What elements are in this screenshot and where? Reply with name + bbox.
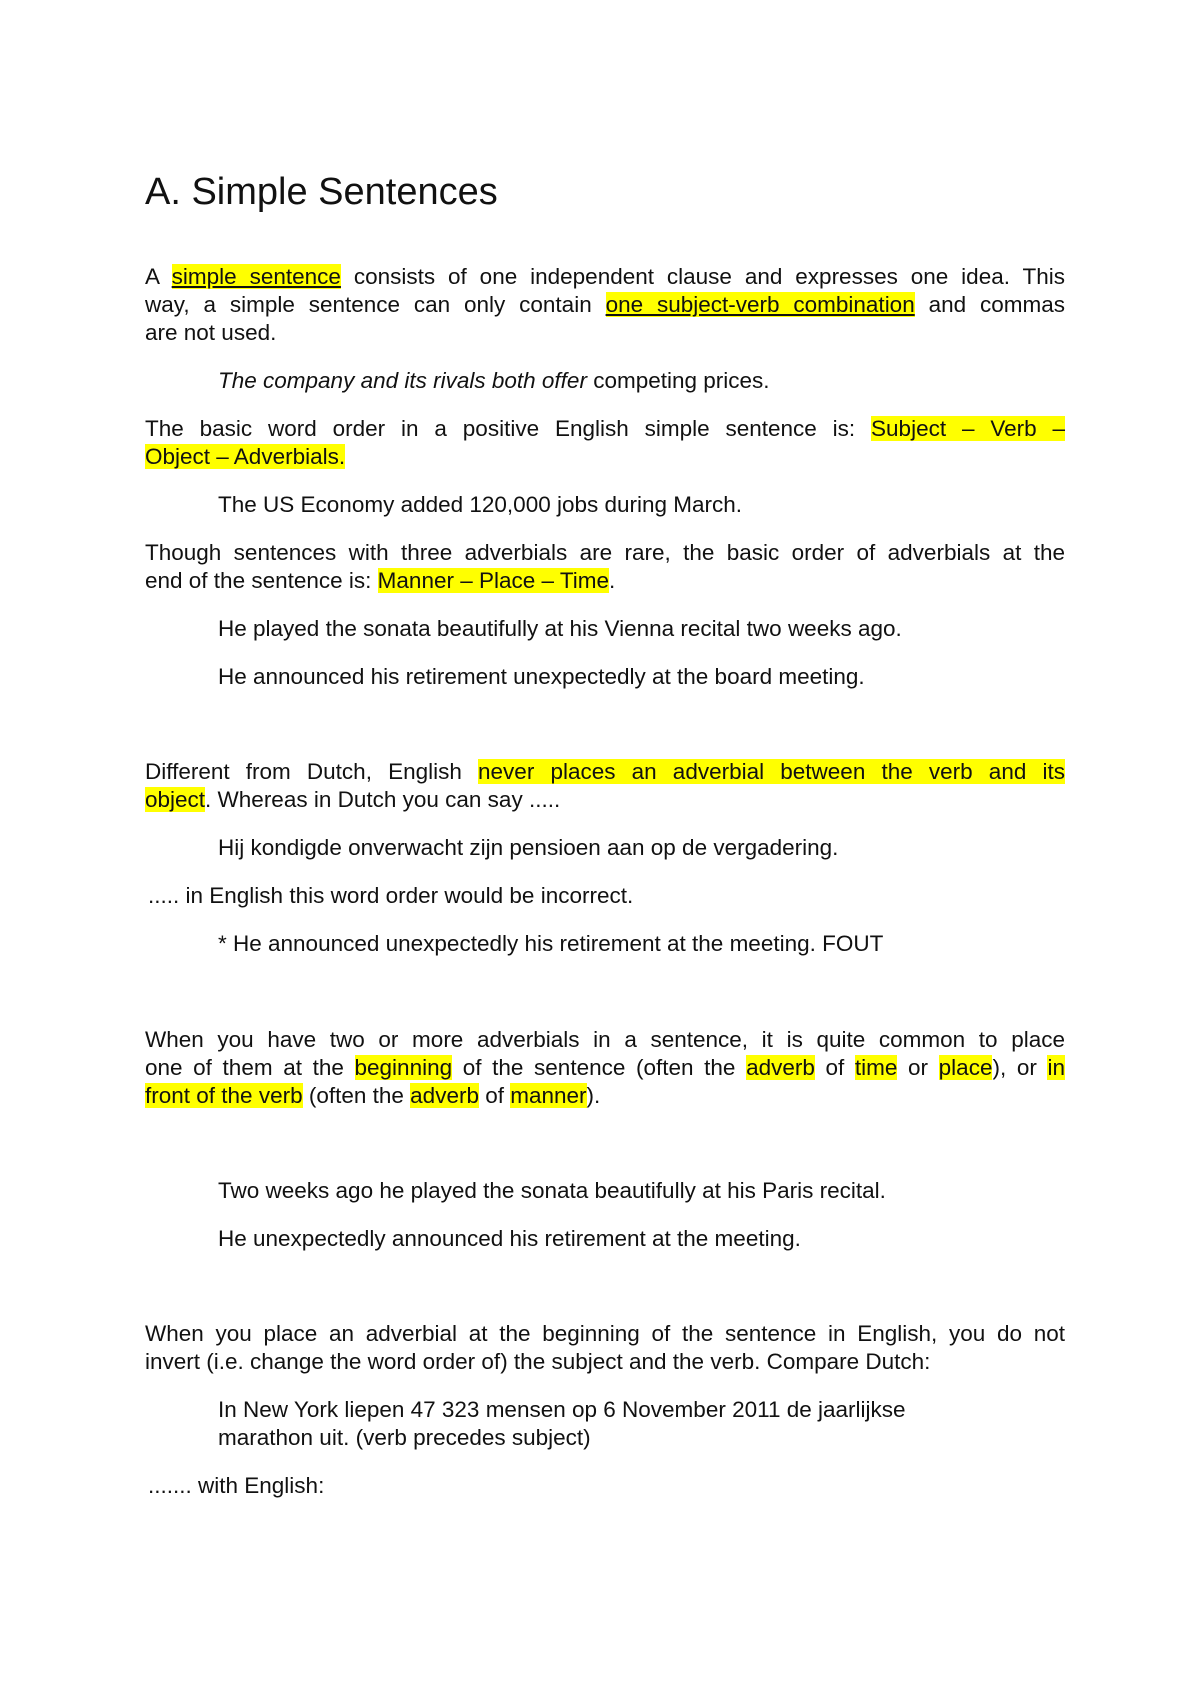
p2-line-1: The basic word order in a positive English simple sentence is: Subject – Verb – xyxy=(145,416,1065,441)
p4-line-1: Different from Dutch, English never places an adverbial between the verb and its xyxy=(145,759,1065,784)
p3-line-2: end of the sentence is: Manner – Place – Time. xyxy=(145,568,616,593)
example-9-line-2: marathon uit. (verb precedes subject) xyxy=(218,1425,591,1450)
example-7: Two weeks ago he played the sonata beautifully at his Paris recital. xyxy=(218,1178,886,1203)
example-8: He unexpectedly announced his retirement at the meeting. xyxy=(218,1226,801,1251)
section-title: A. Simple Sentences xyxy=(145,171,498,213)
p2-line-2 xyxy=(145,443,1065,471)
p6-line-1: When you have two or more adverbials in a sentence, it is quite common to place xyxy=(145,1027,1065,1052)
p8-line: ....... with English: xyxy=(148,1473,325,1498)
example-9-line-1: In New York liepen 47 323 mensen op 6 November 2011 de jaarlijkse xyxy=(218,1397,906,1422)
p6-line-2: one of them at the beginning of the sentence (often the adverb of time or place), or in xyxy=(145,1055,1065,1080)
highlight-manner: manner xyxy=(510,1083,587,1108)
highlight-object: object xyxy=(145,787,206,812)
highlight-adverb-2: adverb xyxy=(410,1083,479,1108)
example-2: The US Economy added 120,000 jobs during March. xyxy=(218,492,743,517)
p7-line-2: invert (i.e. change the word order of) the subject and the verb. Compare Dutch: xyxy=(145,1349,931,1374)
highlight-manner-place-time: Manner – Place – Time xyxy=(377,568,610,593)
p3-line-1: Though sentences with three adverbials are rare, the basic order of adverbials at the xyxy=(145,540,1065,565)
p4-line-2: object. Whereas in Dutch you can say ..... xyxy=(145,787,561,812)
example-3: He played the sonata beautifully at his Vienna recital two weeks ago. xyxy=(218,616,902,641)
highlight-front-of-verb: front of the verb xyxy=(145,1083,303,1108)
highlight-time: time xyxy=(854,1055,898,1080)
example-6: * He announced unexpectedly his retirement at the meeting. FOUT xyxy=(218,931,884,956)
highlight-word-order: Subject – Verb – xyxy=(871,416,1065,441)
p6-line-3: front of the verb (often the adverb of manner). xyxy=(145,1083,601,1108)
p7-line-1: When you place an adverbial at the beginning of the sentence in English, you do not xyxy=(145,1321,1065,1346)
example-1: The company and its rivals both offer competing prices. xyxy=(218,368,770,393)
highlight-in: in xyxy=(1047,1055,1065,1080)
highlight-subject-verb: one subject-verb combination xyxy=(605,292,915,317)
p5-line: ..... in English this word order would be incorrect. xyxy=(148,883,634,908)
p1-line-1: A simple sentence consists of one independent clause and expresses one idea. This xyxy=(145,264,1065,289)
highlight-word-order-cont: Object – Adverbials. xyxy=(145,444,346,469)
example-5: Hij kondigde onverwacht zijn pensioen aan op de vergadering. xyxy=(218,835,839,860)
highlight-place: place xyxy=(938,1055,993,1080)
p1-line-2: way, a simple sentence can only contain one subject-verb combination and commas xyxy=(145,292,1065,317)
highlight-simple-sentence: simple sentence xyxy=(171,264,341,289)
highlight-adverb: adverb xyxy=(746,1055,815,1080)
example-4: He announced his retirement unexpectedly at the board meeting. xyxy=(218,664,865,689)
highlight-never-places: never places an adverbial between the verb and its xyxy=(478,759,1065,784)
p1-line-3: are not used. xyxy=(145,320,277,345)
highlight-beginning: beginning xyxy=(354,1055,453,1080)
